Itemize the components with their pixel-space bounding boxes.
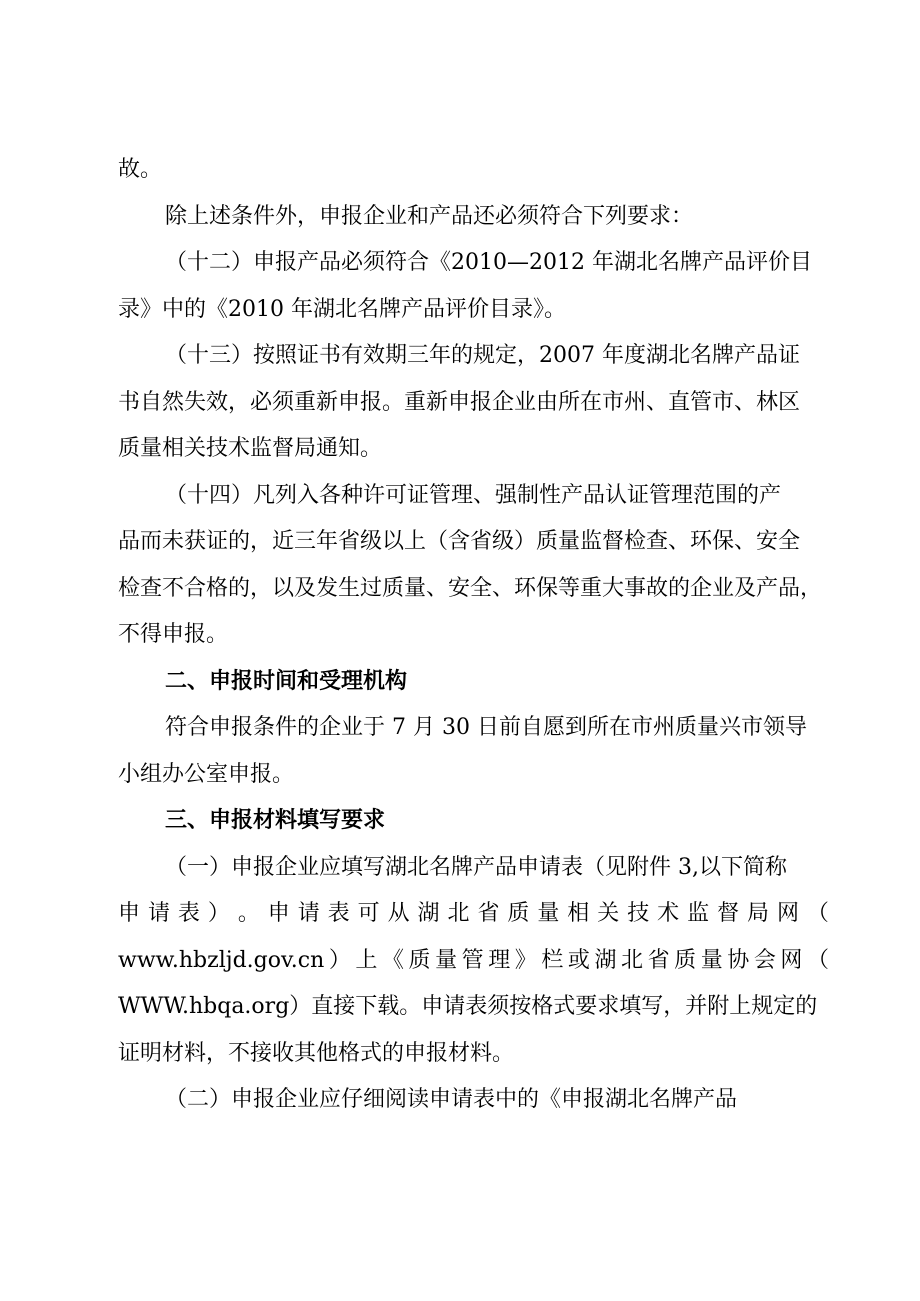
paragraph-line: （十二）申报产品必须符合《2010—2012 年湖北名牌产品评价目 [165, 250, 812, 275]
text-segment: 质 [507, 901, 530, 926]
text-segment: 湖 [594, 948, 617, 973]
text-segment: 北 [447, 901, 470, 926]
text-segment: 质 [674, 948, 697, 973]
text-segment: 湖 [417, 901, 440, 926]
paragraph-line: 故。 [118, 157, 163, 182]
paragraph-line: （一）申报企业应填写湖北名牌产品申请表（见附件 3,以下简称 [165, 855, 787, 880]
text-segment: 从 [387, 901, 410, 926]
text-segment: 质 [408, 948, 431, 973]
paragraph-line: 质量相关技术监督局通知。 [118, 436, 383, 461]
text-segment: 协 [727, 948, 750, 973]
text-segment: 管 [461, 948, 484, 973]
paragraph-line: （二）申报企业应仔细阅读申请表中的《申报湖北名牌产品 [165, 1087, 738, 1112]
paragraph-line: 小组办公室申报。 [118, 762, 295, 787]
text-segment: 。 [237, 901, 260, 926]
text-segment: 监 [687, 901, 710, 926]
text-segment: 》 [514, 948, 537, 973]
text-segment: 或 [567, 948, 590, 973]
paragraph-line: （十三）按照证书有效期三年的规定，2007 年度湖北名牌产品证 [165, 343, 800, 368]
paragraph-line: WWW.hbqa.org）直接下载。申请表须按格式要求填写，并附上规定的 [118, 994, 818, 1019]
section-heading: 二、申报时间和受理机构 [165, 669, 408, 694]
text-segment: 技 [627, 901, 650, 926]
text-segment: 量 [537, 901, 560, 926]
text-segment: 相 [567, 901, 590, 926]
paragraph-line [118, 903, 829, 925]
text-segment: 量 [700, 948, 723, 973]
text-segment: 关 [597, 901, 620, 926]
text-segment: ） [328, 948, 351, 973]
text-segment: 局 [747, 901, 770, 926]
text-segment: 表 [177, 901, 200, 926]
text-segment: 理 [488, 948, 511, 973]
text-segment: 可 [357, 901, 380, 926]
text-segment: 《 [381, 948, 404, 973]
paragraph-line: （十四）凡列入各种许可证管理、强制性产品认证管理范围的产 [165, 483, 782, 508]
text-segment: 申 [267, 901, 290, 926]
paragraph-line: 除上述条件外，申报企业和产品还必须符合下列要求： [165, 204, 694, 229]
text-segment: 申 [118, 901, 141, 926]
text-segment: 网 [780, 948, 803, 973]
paragraph-line: 证明材料，不接收其他格式的申报材料。 [118, 1041, 515, 1066]
text-segment: （ [806, 948, 829, 973]
text-segment: ） [207, 901, 230, 926]
paragraph-line: 检查不合格的，以及发生过质量、安全、环保等重大事故的企业及产品， [118, 576, 823, 601]
paragraph-line: 符合申报条件的企业于 7 月 30 日前自愿到所在市州质量兴市领导 [165, 715, 807, 740]
text-segment: 省 [647, 948, 670, 973]
text-segment: 北 [621, 948, 644, 973]
text-segment: 表 [327, 901, 350, 926]
paragraph-line: 不得申报。 [118, 622, 229, 647]
paragraph-line: 书自然失效，必须重新申报。重新申报企业由所在市州、直管市、林区 [118, 390, 801, 415]
text-segment: 栏 [541, 948, 564, 973]
paragraph-line: 品而未获证的，近三年省级以上（含省级）质量监督检查、环保、安全 [118, 529, 801, 554]
text-segment: 请 [297, 901, 320, 926]
paragraph-line [118, 950, 829, 972]
text-segment: 上 [355, 948, 378, 973]
text-segment: 网 [776, 901, 799, 926]
text-segment: （ [806, 901, 829, 926]
paragraph-line: 录》中的《2010 年湖北名牌产品评价目录》。 [118, 297, 566, 322]
text-segment: 术 [657, 901, 680, 926]
text-segment: 省 [477, 901, 500, 926]
text-segment: 会 [753, 948, 776, 973]
url-segment: www.hbzljd.gov.cn [118, 948, 325, 973]
text-segment: 督 [717, 901, 740, 926]
text-segment: 量 [435, 948, 458, 973]
section-heading: 三、申报材料填写要求 [165, 808, 386, 833]
text-segment: 请 [147, 901, 170, 926]
